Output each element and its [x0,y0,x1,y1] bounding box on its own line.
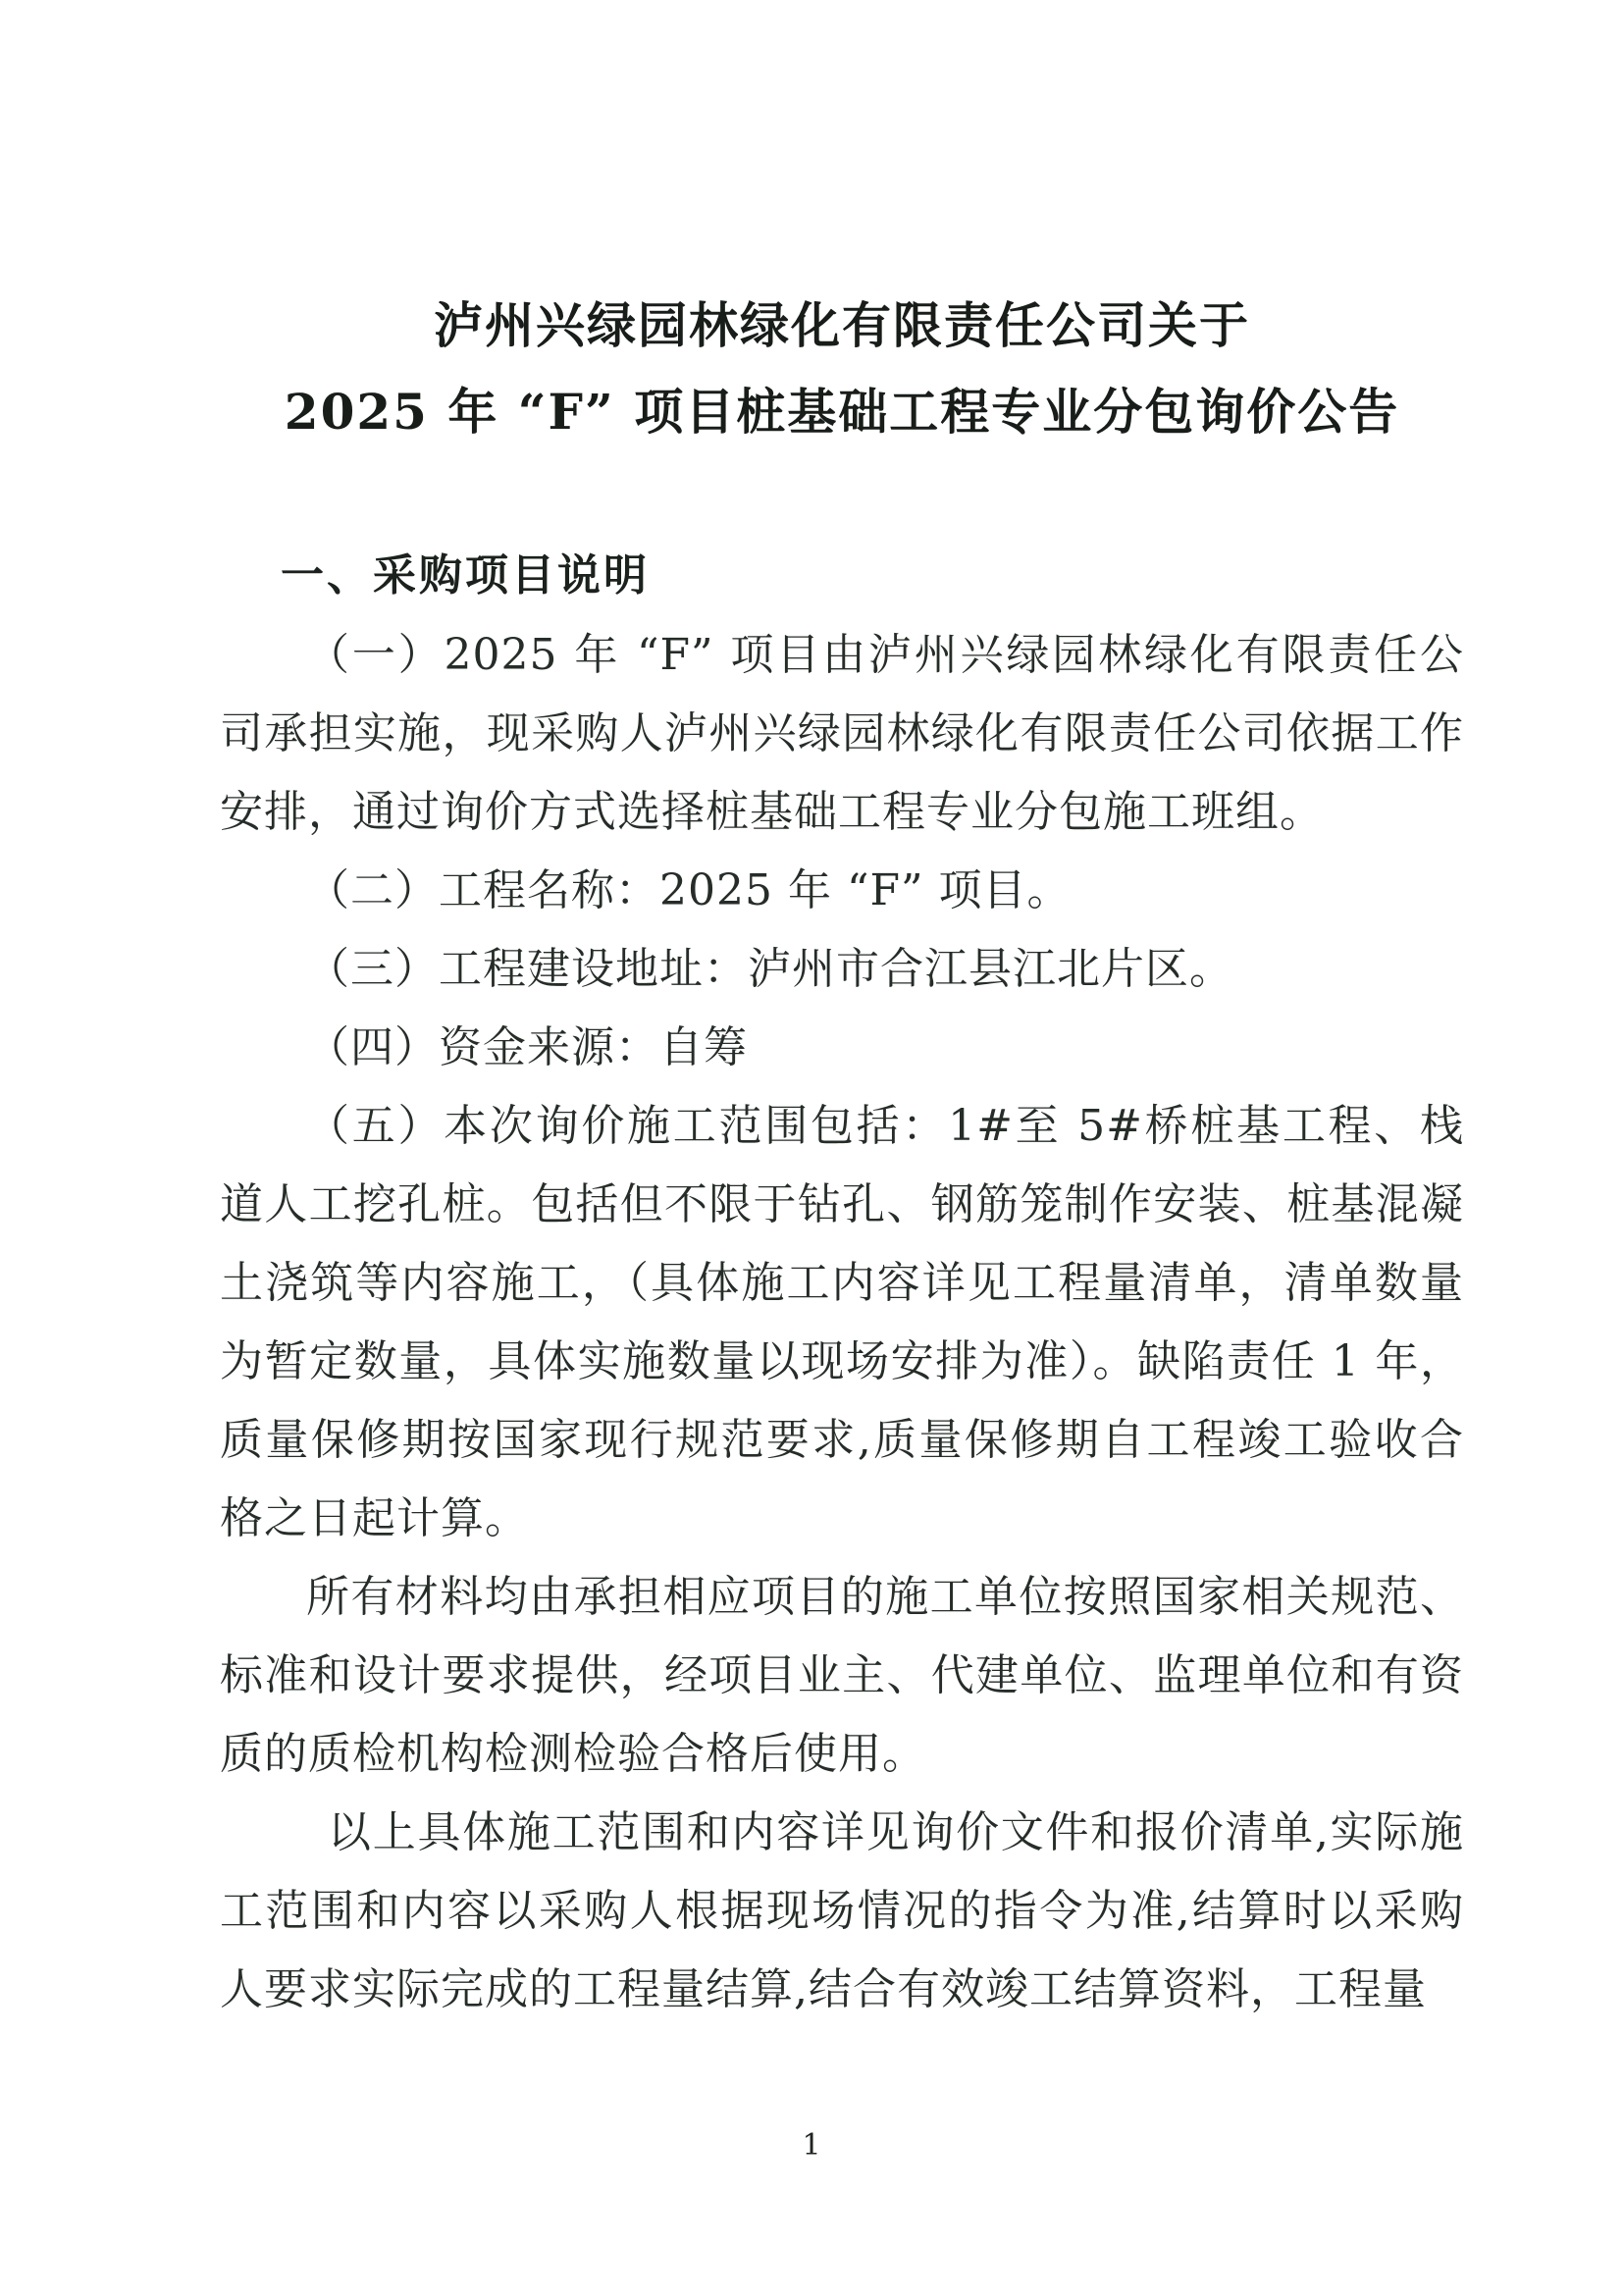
paragraph-item-3: （三）工程建设地址：泸州市合江县江北片区。 [306,944,1233,994]
page-number: 1 [802,2128,821,2163]
paragraph-scope-settlement-note: 以上具体施工范围和内容详见询价文件和报价清单,实际施工范围和内容以采购人根据现场情况的指令为准,结算时以采购人要求实际完成的工程量结算,结合有效竣工结算资料，工程量 [220,1807,1464,2014]
document-title-line1: 泸州兴绿园林绿化有限责任公司关于 [434,296,1250,354]
paragraph-item-2: （二）工程名称：2025 年 “F” 项目。 [306,865,1072,915]
document-title-line2: 2025 年 “F” 项目桩基础工程专业分包询价公告 [284,383,1400,441]
paragraph-item-1: （一）2025 年 “F” 项目由泸州兴绿园林绿化有限责任公司承担实施，现采购人泸州兴绿园林绿化有限责任公司依据工作安排，通过询价方式选择桩基础工程专业分包施工班组。 [220,630,1464,837]
paragraph-item-4: （四）资金来源：自筹 [306,1022,748,1072]
section-heading-procurement-description: 一、采购项目说明 [281,550,650,600]
document-body [220,616,1464,2029]
document-title [220,283,1464,455]
paragraph-materials-note: 所有材料均由承担相应项目的施工单位按照国家相关规范、标准和设计要求提供，经项目业主、代建单位、监理单位和有资质的质检机构检测检验合格后使用。 [220,1572,1464,1779]
paragraph-item-5: （五）本次询价施工范围包括：1#至 5#桥桩基工程、栈道人工挖孔桩。包括但不限于钻孔、钢筋笼制作安装、桩基混凝土浇筑等内容施工，（具体施工内容详见工程量清单，清单数量为暂定数量，具体实施数量以现场安排为准）。缺陷责任 1 年，质量保修期按国家现行规范要求,质量保修期自工程竣工验收合格之日起计算。 [220,1101,1464,1543]
